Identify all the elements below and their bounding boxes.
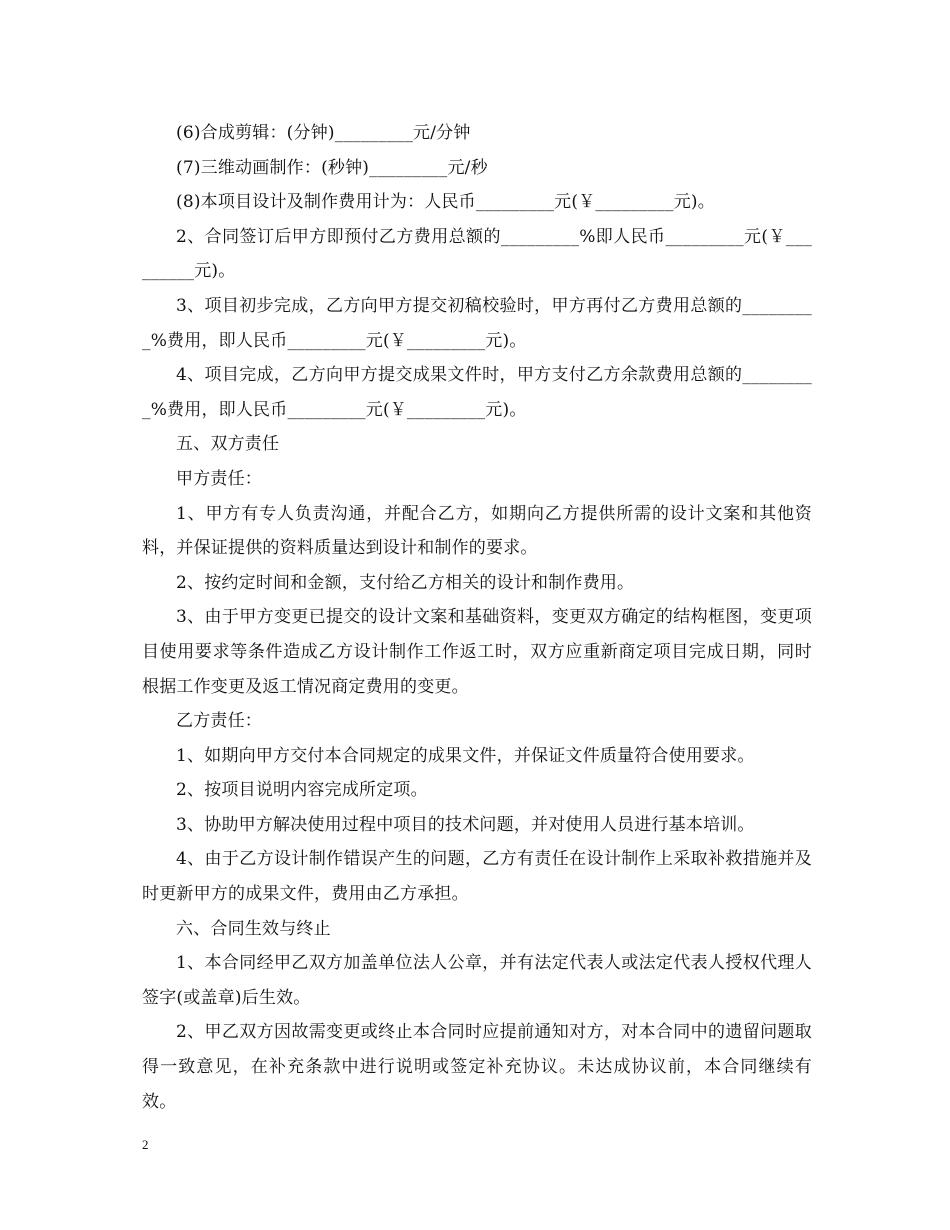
paragraph-effect-1: 1、本合同经甲乙双方加盖单位法人公章，并有法定代表人或法定代表人授权代理人签字(或盖章)后生效。	[142, 953, 812, 1008]
section-heading-responsibilities: 五、双方责任	[176, 434, 280, 455]
paragraph-payment-final: 4、项目完成，乙方向甲方提交成果文件时，甲方支付乙方余款费用总额的_________%费用，即人民币_________元(￥_________元)。	[142, 365, 812, 420]
paragraph-party-b-duty-4: 4、由于乙方设计制作错误产生的问题，乙方有责任在设计制作上采取补救措施并及时更新甲方的成果文件，费用由乙方承担。	[142, 849, 812, 905]
paragraph-fee-editing: (6)合成剪辑：(分钟)_________元/分钟	[176, 123, 471, 143]
paragraph-party-b-duty-2: 2、按项目说明内容完成所定项。	[176, 780, 428, 801]
paragraph-fee-3d-animation: (7)三维动画制作：(秒钟)_________元/秒	[176, 157, 488, 178]
subheading-party-b: 乙方责任：	[176, 711, 262, 732]
paragraph-effect-2: 2、甲乙双方因故需变更或终止本合同时应提前通知对方，对本合同中的遗留问题取得一致意见，在补充条款中进行说明或签定补充协议。未达成协议前，本合同继续有效。	[142, 1022, 812, 1112]
document-body	[142, 116, 812, 1119]
subheading-party-a: 甲方责任：	[176, 468, 262, 489]
paragraph-party-b-duty-3: 3、协助甲方解决使用过程中项目的技术问题，并对使用人员进行基本培训。	[176, 814, 755, 835]
paragraph-payment-draft: 3、项目初步完成，乙方向甲方提交初稿校验时，甲方再付乙方费用总额的_________%费用，即人民币_________元(￥_________元)。	[142, 295, 812, 351]
paragraph-fee-total: (8)本项目设计及制作费用计为：人民币_________元(￥_________元)。	[176, 192, 715, 213]
paragraph-party-a-duty-1: 1、甲方有专人负责沟通，并配合乙方，如期向乙方提供所需的设计文案和其他资料，并保证提供的资料质量达到设计和制作的要求。	[142, 503, 812, 559]
paragraph-party-a-duty-2: 2、按约定时间和金额，支付给乙方相关的设计和制作费用。	[176, 572, 635, 593]
paragraph-payment-advance: 2、合同签订后甲方即预付乙方费用总额的_________%即人民币_________元(￥_________元)。	[142, 226, 812, 282]
paragraph-party-b-duty-1: 1、如期向甲方交付本合同规定的成果文件，并保证文件质量符合使用要求。	[176, 745, 755, 766]
page-number: 2	[142, 1137, 149, 1152]
paragraph-party-a-duty-3: 3、由于甲方变更已提交的设计文案和基础资料，变更双方确定的结构框图，变更项目使用要求等条件造成乙方设计制作工作返工时，双方应重新商定项目完成日期，同时根据工作变更及返工情况商定费用的变更。	[142, 607, 812, 697]
section-heading-effect-termination: 六、合同生效与终止	[176, 918, 331, 939]
